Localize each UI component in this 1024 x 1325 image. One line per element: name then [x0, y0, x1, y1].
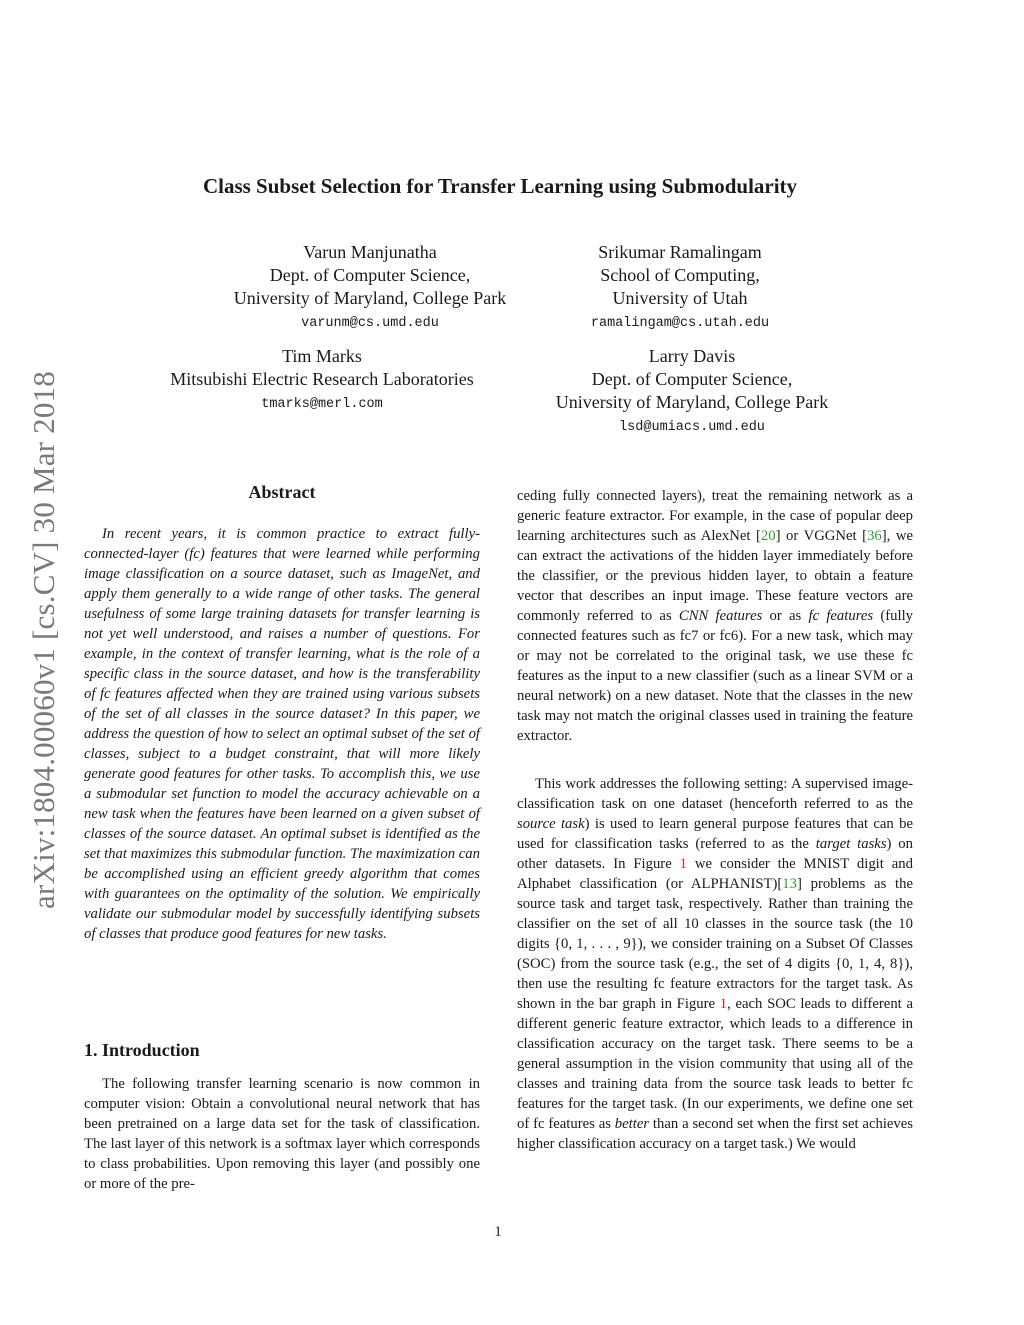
right-column-paragraph-1	[517, 486, 913, 746]
author-name: Larry Davis	[648, 346, 736, 366]
author-affiliation: University of Utah	[612, 288, 748, 308]
author-affiliation: Dept. of Computer Science,	[591, 369, 793, 389]
emphasis-text: better	[614, 1116, 650, 1132]
paper-title: Class Subset Selection for Transfer Learning using Submodularity	[202, 174, 798, 198]
emphasis-text: CNN features	[678, 608, 763, 624]
author-affiliation: University of Maryland, College Park	[233, 288, 507, 308]
author-affiliation: Mitsubishi Electric Research Laboratories	[170, 369, 474, 389]
emphasis-text: fc features	[808, 608, 874, 624]
author-affiliation: School of Computing,	[600, 265, 760, 285]
author-name: Tim Marks	[282, 346, 362, 366]
text-run: , each SOC leads to different a different generic feature extractor, which leads to a difference in classification accuracy on the target task. There seems to be a general assumption in the vision community that using all of the classes and training data from the source task leads to better fc features for the target task. (In our experiments, we define one set of fc features as	[517, 996, 913, 1132]
author-affiliation: Dept. of Computer Science,	[269, 265, 471, 285]
text-run: ] or VGGNet [	[775, 528, 868, 544]
text-run: than a second set when the first set achieves higher classification accuracy on a target task.) We would	[517, 1116, 913, 1152]
section-heading-introduction: 1. Introduction	[84, 1040, 200, 1060]
author-email: tmarks@merl.com	[261, 397, 383, 412]
text-run: ceding fully connected layers), treat the remaining network as a generic feature extractor. For example, in the case of popular deep learning architectures such as AlexNet [	[517, 488, 913, 544]
citation-link[interactable]: 20	[760, 528, 776, 544]
text-run: This work addresses the following setting: A supervised image-classification task on one dataset (henceforth referred to as the	[517, 776, 913, 812]
arxiv-identifier: arXiv:1804.00060v1 [cs.CV] 30 Mar 2018	[26, 371, 61, 909]
abstract-text: In recent years, it is common practice to extract fully-connected-layer (fc) features that were learned while performing image classification on a source dataset, such as ImageNet, and apply them generally to a wide range of other tasks. The general usefulness of some large training datasets for transfer learning is not yet well understood, and raises a number of questions. For example, in the context of transfer learning, what is the role of a specific class in the source dataset, and how is the transferability of fc features affected when they are trained using various subsets of the set of all classes in the source dataset? In this paper, we address the question of how to select an optimal subset of the set of classes, subject to a budget constraint, that will more likely generate good features for other tasks. To accomplish this, we use a submodular set function to model the accuracy achievable on a new task when the features have been learned on a given subset of classes of the source dataset. An optimal subset is identified as the set that maximizes this submodular function. The maximization can be accomplished using an efficient greedy algorithm that comes with guarantees on the optimality of the solution. We empirically validate our submodular model by successfully identifying subsets of classes that produce good features for new tasks.	[84, 526, 480, 942]
citation-link[interactable]: 13	[782, 876, 797, 892]
author-affiliation: University of Maryland, College Park	[555, 392, 829, 412]
text-run: (fully connected features such as fc7 or fc6). For a new task, which may or may not be correlated to the original task, we use these fc features as the input to a new classifier (such as a linear SVM or a neural network) on a new dataset. Note that the classes in the new task may not match the original classes used in training the feature extractor.	[517, 608, 913, 744]
abstract-heading: Abstract	[248, 482, 316, 502]
emphasis-text: target tasks	[815, 836, 887, 852]
page-number: 1	[494, 1224, 502, 1240]
text-run: we consider the MNIST digit and Alphabet classification (or ALPHANIST)[	[517, 856, 913, 892]
citation-link[interactable]: 36	[867, 528, 882, 544]
text-run: ], we can extract the activations of the hidden layer immediately before the classifier, or the previous hidden layer, to obtain a feature vector that describes an input image. These feature vectors are commonly referred to as	[517, 528, 913, 624]
text-run: ] problems as the source task and target task, respectively. Rather than training the classifier on the set of all 10 classes in the source task (the 10 digits {0, 1, . . . , 9}), we consider training on a Subset Of Classes (SOC) from the source task (e.g., the set of 4 digits {0, 1, 4, 8}), then use the resulting fc feature extractors for the target task. As shown in the bar graph in Figure	[517, 876, 913, 1012]
introduction-paragraph: The following transfer learning scenario is now common in computer vision: Obtain a convolutional neural network that has been pretrained on a large data set for the task of classification. The last layer of this network is a softmax layer which corresponds to class probabilities. Upon removing this layer (and possibly one or more of the pre-	[84, 1076, 480, 1192]
emphasis-text: source task	[517, 816, 585, 832]
figure-reference-link[interactable]: 1	[719, 996, 728, 1012]
author-name: Srikumar Ramalingam	[598, 242, 762, 262]
text-run: or as	[762, 608, 809, 624]
author-email: lsd@umiacs.umd.edu	[619, 420, 765, 435]
text-run: ) on other datasets. In Figure	[517, 836, 913, 872]
text-run: ) is used to learn general purpose features that can be used for classification tasks (referred to as the	[517, 816, 913, 852]
author-email: varunm@cs.umd.edu	[301, 316, 439, 331]
author-name: Varun Manjunatha	[303, 242, 437, 262]
author-block-1	[180, 241, 560, 338]
author-block-4	[520, 345, 864, 442]
author-block-3	[130, 345, 514, 419]
author-email: ramalingam@cs.utah.edu	[590, 316, 770, 331]
figure-reference-link[interactable]: 1	[679, 856, 687, 872]
right-column-paragraph-2	[517, 774, 913, 1154]
author-block-2	[540, 241, 820, 338]
